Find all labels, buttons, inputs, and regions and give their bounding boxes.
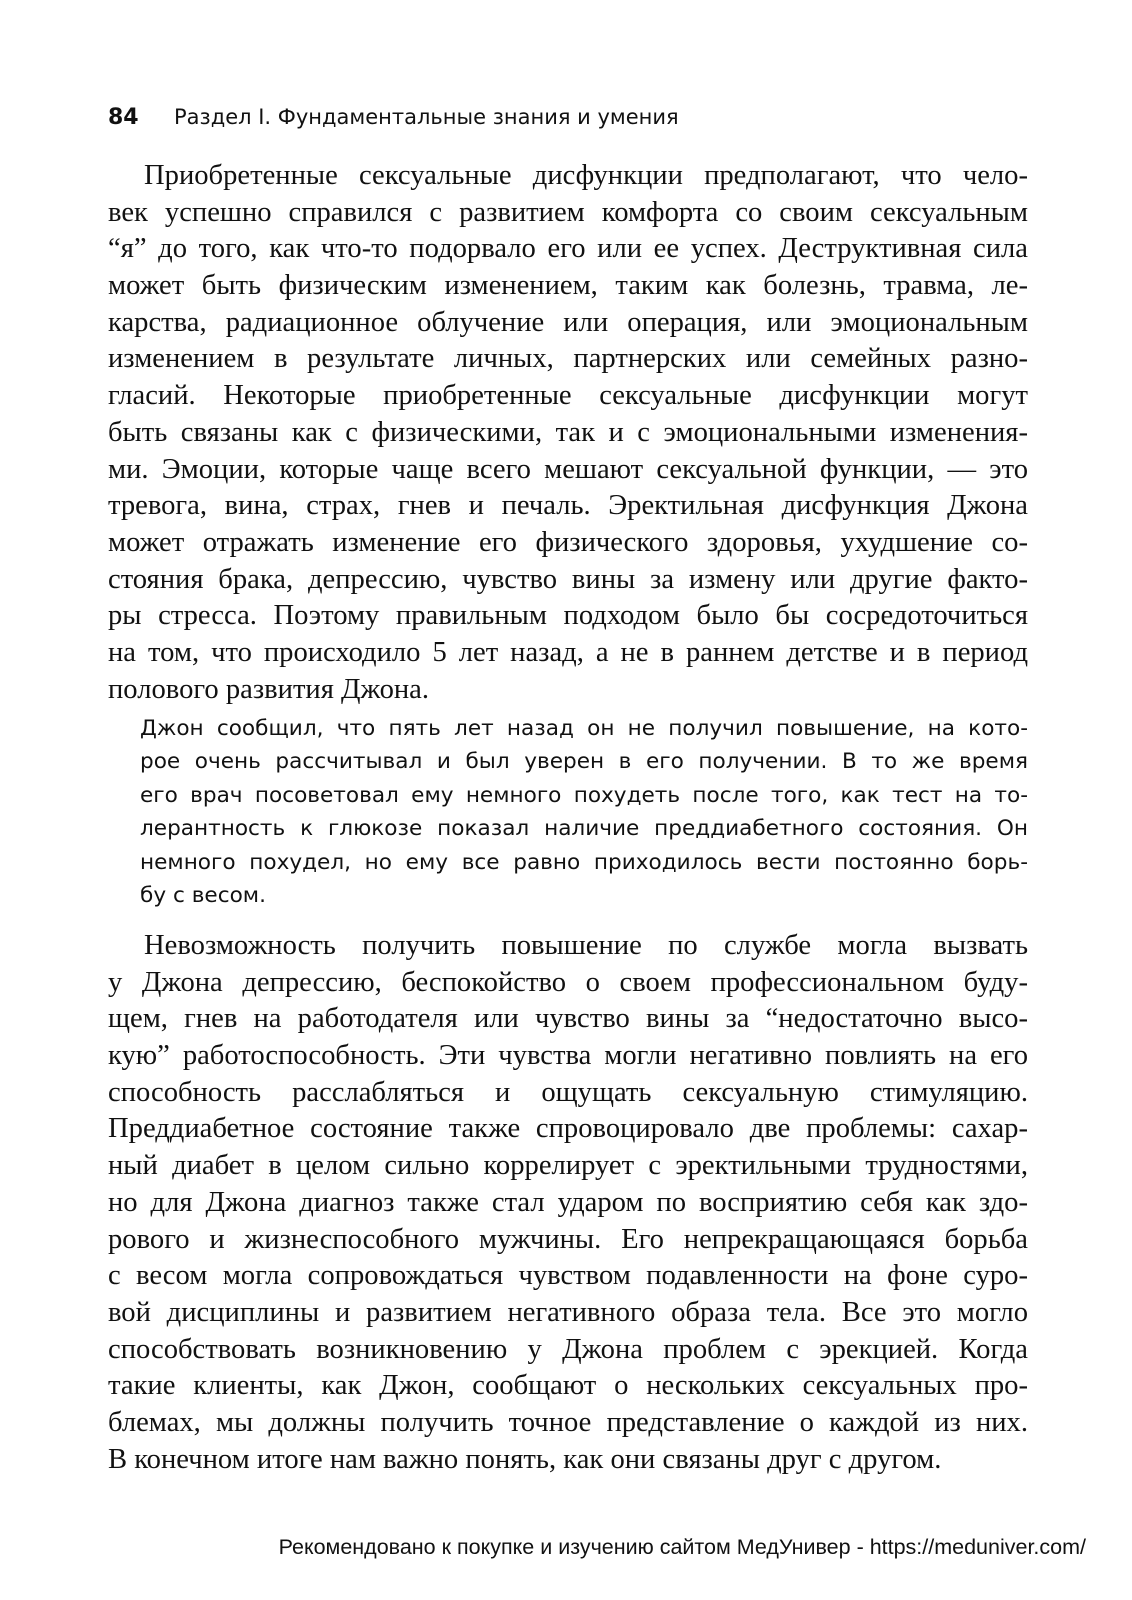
text-line: рового и жизнеспособного мужчины. Его непрекращающаяся борьба bbox=[108, 1223, 1028, 1255]
case-line: его врач посоветовал ему немного похудеть после того, как тест на то- bbox=[140, 782, 1028, 808]
footer-watermark: Рекомендовано к покупке и изучению сайтом МедУнивер - https://meduniver.com/ bbox=[278, 1535, 1086, 1559]
text-line: тревога, вина, страх, гнев и печаль. Эректильная дисфункция Джона bbox=[108, 490, 1028, 522]
text-line: но для Джона диагноз также стал ударом по восприятию себя как здо- bbox=[108, 1186, 1028, 1218]
text-line: может быть физическим изменением, таким как болезнь, травма, ле- bbox=[108, 270, 1028, 302]
section-title: Раздел I. Фундаментальные знания и умения bbox=[174, 105, 679, 129]
text-line: способствовать возникновению у Джона проблем с эрекцией. Когда bbox=[108, 1333, 1028, 1365]
text-line: щем, гнев на работодателя или чувство вины за “недостаточно высо- bbox=[108, 1003, 1028, 1035]
text-line: ми. Эмоции, которые чаще всего мешают сексуальной функции, — это bbox=[108, 453, 1028, 485]
text-line: Приобретенные сексуальные дисфункции предполагают, что чело- bbox=[144, 160, 1028, 191]
text-line: карства, радиационное облучение или операция, или эмоциональным bbox=[108, 306, 1028, 338]
text-line: кую” работоспособность. Эти чувства могли негативно повлиять на его bbox=[108, 1040, 1028, 1072]
case-line: лерантность к глюкозе показал наличие преддиабетного состояния. Он bbox=[140, 816, 1028, 842]
case-line: немного похудел, но ему все равно приходилось вести постоянно борь- bbox=[140, 849, 1028, 875]
text-line: стояния брака, депрессию, чувство вины за измену или другие факто- bbox=[108, 563, 1028, 595]
text-line: век успешно справился с развитием комфорта со своим сексуальным bbox=[108, 196, 1028, 228]
case-line: рое очень рассчитывал и был уверен в его получении. В то же время bbox=[140, 749, 1028, 775]
text-line: Преддиабетное состояние также спровоцировало две проблемы: сахар- bbox=[108, 1113, 1028, 1145]
text-line: изменением в результате личных, партнерских или семейных разно- bbox=[108, 343, 1028, 375]
text-line: у Джона депрессию, беспокойство о своем профессиональном буду- bbox=[108, 966, 1028, 998]
text-line: Невозможность получить повышение по службе могла вызвать bbox=[144, 930, 1028, 961]
text-line: ный диабет в целом сильно коррелирует с эректильными трудностями, bbox=[108, 1150, 1028, 1182]
running-head bbox=[108, 100, 1028, 134]
text-line: “я” до того, как что-то подорвало его или ее успех. Деструктивная сила bbox=[108, 233, 1028, 265]
text-line: вой дисциплины и развитием негативного образа тела. Все это могло bbox=[108, 1296, 1028, 1328]
text-line: с весом могла сопровождаться чувством подавленности на фоне суро- bbox=[108, 1260, 1028, 1292]
text-line: способность расслабляться и ощущать сексуальную стимуляцию. bbox=[108, 1076, 1028, 1108]
page-number: 84 bbox=[108, 105, 139, 130]
text-line: гласий. Некоторые приобретенные сексуальные дисфункции могут bbox=[108, 380, 1028, 412]
text-line: В конечном итоге нам важно понять, как они связаны друг с другом. bbox=[108, 1443, 942, 1475]
case-line: бу с весом. bbox=[140, 882, 266, 908]
case-line: Джон сообщил, что пять лет назад он не получил повышение, на кото- bbox=[140, 716, 1028, 741]
body-paragraph-1 bbox=[108, 158, 1028, 708]
text-line: полового развития Джона. bbox=[108, 673, 430, 705]
text-line: ры стресса. Поэтому правильным подходом было бы сосредоточиться bbox=[108, 600, 1028, 632]
case-example-block bbox=[140, 712, 1028, 912]
text-line: блемах, мы должны получить точное представление о каждой из них. bbox=[108, 1406, 1028, 1438]
text-line: на том, что происходило 5 лет назад, а не в раннем детстве и в период bbox=[108, 636, 1028, 668]
text-line: такие клиенты, как Джон, сообщают о нескольких сексуальных про- bbox=[108, 1370, 1028, 1402]
text-line: может отражать изменение его физического здоровья, ухудшение со- bbox=[108, 526, 1028, 558]
body-paragraph-2 bbox=[108, 928, 1028, 1478]
text-line: быть связаны как с физическими, так и с эмоциональными изменения- bbox=[108, 416, 1028, 448]
